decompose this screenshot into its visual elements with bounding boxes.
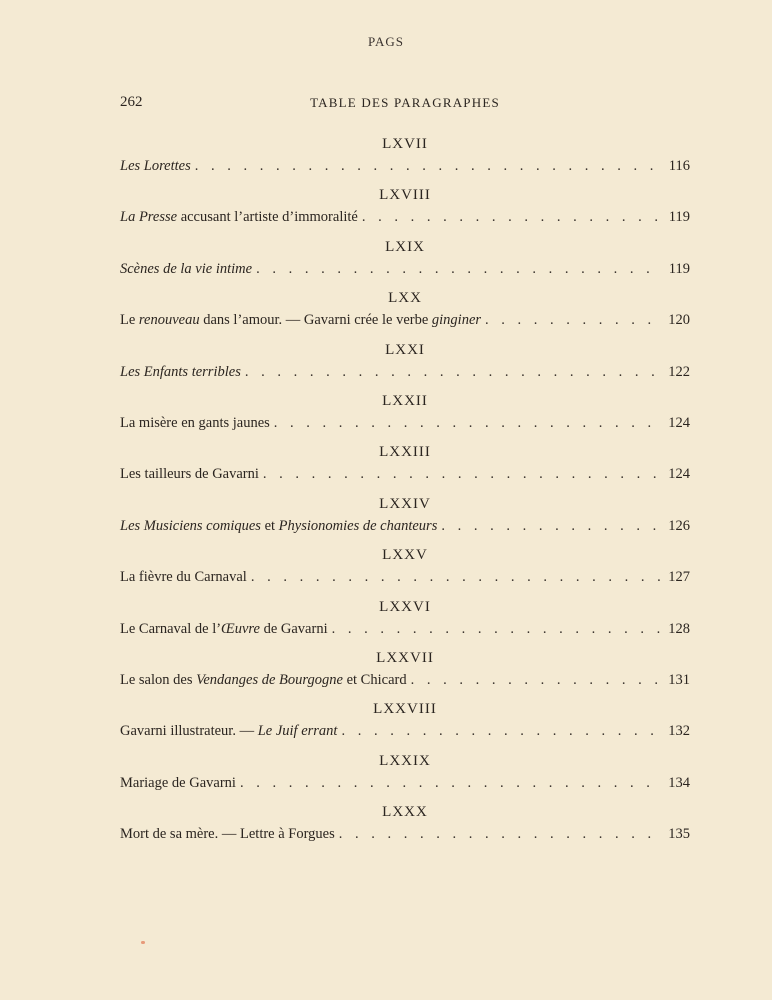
- dot-leader: [339, 824, 660, 844]
- dot-leader: [263, 464, 660, 484]
- dot-leader: [441, 516, 660, 536]
- entry-title: [120, 516, 437, 536]
- section-numeral: LXXII: [382, 392, 428, 409]
- toc-entry: [120, 362, 690, 391]
- section-numeral: LXXIV: [379, 495, 431, 512]
- toc-section: [120, 648, 690, 699]
- entry-title-part: Vendanges de Bourgogne: [196, 671, 343, 688]
- section-numeral: LXXI: [385, 341, 425, 358]
- entry-title-part: Le salon des: [120, 671, 197, 688]
- entry-page-number: 135: [668, 826, 690, 843]
- dot-leader: [195, 156, 660, 176]
- toc-entry: [120, 619, 690, 648]
- entry-title-part: Mariage de Gavarni: [120, 774, 236, 791]
- entry-title-part: Œuvre: [221, 620, 260, 637]
- entry-page-number: 122: [668, 363, 690, 380]
- entry-title: [120, 721, 337, 741]
- dot-leader: [251, 567, 660, 587]
- entry-title-part: et: [260, 517, 279, 534]
- toc-section: [120, 237, 690, 288]
- entry-title-part: Gavarni illustrateur. —: [120, 723, 258, 740]
- toc-section: [120, 751, 690, 802]
- toc-section: [120, 288, 690, 339]
- toc-section: [120, 802, 690, 853]
- toc-entry: [120, 567, 690, 596]
- entry-title-part: Les Lorettes: [120, 158, 191, 174]
- entry-title: [120, 464, 259, 484]
- toc-entry: [120, 773, 690, 802]
- entry-title: [120, 259, 252, 279]
- toc-section: [120, 545, 690, 596]
- dot-leader: [332, 619, 660, 639]
- section-numeral: LXXVIII: [373, 701, 437, 718]
- entry-title-part: accusant l’artiste d’immoralité: [177, 209, 358, 226]
- entry-page-number: 119: [668, 209, 690, 226]
- entry-title: [120, 310, 481, 330]
- entry-title-part: et Chicard: [342, 671, 407, 688]
- entry-title-part: Mort de sa mère. — Lettre à Forgues: [120, 826, 335, 843]
- entry-title: [120, 413, 270, 433]
- toc-section: [120, 391, 690, 442]
- entry-title-part: Physionomies de chanteurs: [278, 517, 438, 534]
- toc-section: [120, 185, 690, 236]
- entry-title: [120, 156, 191, 176]
- entry-page-number: 128: [668, 620, 690, 637]
- entry-title: [120, 207, 358, 227]
- toc-section: [120, 340, 690, 391]
- entry-title-part: Le: [120, 312, 139, 329]
- dot-leader: [256, 259, 660, 279]
- entry-title: [120, 619, 328, 639]
- entry-title-part: La misère en gants jaunes: [120, 414, 270, 431]
- toc-section: [120, 442, 690, 493]
- entry-page-number: 131: [668, 671, 690, 688]
- section-numeral: LXIX: [385, 238, 425, 255]
- section-numeral: LXXIX: [379, 752, 431, 769]
- section-numeral: LXXIII: [379, 444, 431, 461]
- entry-title: [120, 567, 247, 587]
- entry-title: [120, 670, 407, 690]
- entry-page-number: 124: [668, 466, 690, 483]
- entry-title: [120, 824, 335, 844]
- toc-entry: [120, 721, 690, 750]
- entry-title-part: Le Carnaval de l’: [120, 620, 222, 637]
- toc-entry: [120, 259, 690, 288]
- entry-page-number: 124: [668, 414, 690, 431]
- entry-title-part: de Gavarni: [259, 620, 328, 637]
- page-header: [120, 94, 690, 114]
- entry-title-part: Scènes de la vie intime: [120, 260, 253, 277]
- dot-leader: [245, 362, 660, 382]
- entry-title: [120, 362, 241, 382]
- dot-leader: [485, 310, 660, 330]
- entry-title-part: Les Enfants terribles: [120, 363, 241, 380]
- entry-title-part: ginginer: [431, 312, 482, 329]
- entry-title-part: La fièvre du Carnaval: [120, 569, 247, 586]
- section-numeral: LXXVII: [376, 649, 434, 666]
- running-title: TABLE DES PARAGRAPHES: [310, 95, 500, 110]
- entry-title-part: Les tailleurs de Gavarni: [120, 466, 259, 483]
- entry-title-part: renouveau: [138, 312, 200, 329]
- entry-page-number: 126: [668, 517, 690, 534]
- dot-leader: [274, 413, 660, 433]
- toc-section: [120, 494, 690, 545]
- entry-title-part: dans l’amour. — Gavarni crée le verbe: [199, 312, 432, 329]
- toc-entry: [120, 310, 690, 339]
- entry-title: [120, 773, 236, 793]
- toc-entry: [120, 670, 690, 699]
- toc-section: [120, 597, 690, 648]
- ink-speck: [141, 941, 145, 944]
- entry-page-number: 134: [668, 774, 690, 791]
- entry-page-number: 127: [668, 569, 690, 586]
- page-stamp: PAGS: [367, 34, 405, 49]
- entry-title-part: Le Juif errant: [257, 723, 338, 740]
- section-numeral: LXXX: [382, 804, 428, 821]
- dot-leader: [240, 773, 660, 793]
- section-numeral: LXXVI: [379, 598, 431, 615]
- entry-page-number: 120: [668, 312, 690, 329]
- entry-page-number: 119: [668, 260, 690, 277]
- toc-section: [120, 699, 690, 750]
- toc-entry: [120, 464, 690, 493]
- section-numeral: LXX: [388, 290, 422, 307]
- entry-page-number: 116: [668, 158, 690, 174]
- toc-section: [120, 134, 690, 185]
- dot-leader: [411, 670, 660, 690]
- entry-page-number: 132: [668, 723, 690, 740]
- entry-title-part: La Presse: [120, 209, 178, 226]
- toc-entry: [120, 824, 690, 853]
- page-number: 262: [120, 94, 143, 110]
- section-numeral: LXXV: [382, 547, 428, 564]
- section-numeral: LXVIII: [379, 187, 431, 204]
- table-of-contents: [120, 134, 690, 853]
- dot-leader: [341, 721, 660, 741]
- toc-entry: [120, 413, 690, 442]
- dot-leader: [362, 207, 660, 227]
- section-numeral: LXVII: [382, 136, 428, 152]
- entry-title-part: Les Musiciens comiques: [120, 517, 261, 534]
- toc-entry: [120, 207, 690, 236]
- toc-entry: [120, 156, 690, 185]
- toc-entry: [120, 516, 690, 545]
